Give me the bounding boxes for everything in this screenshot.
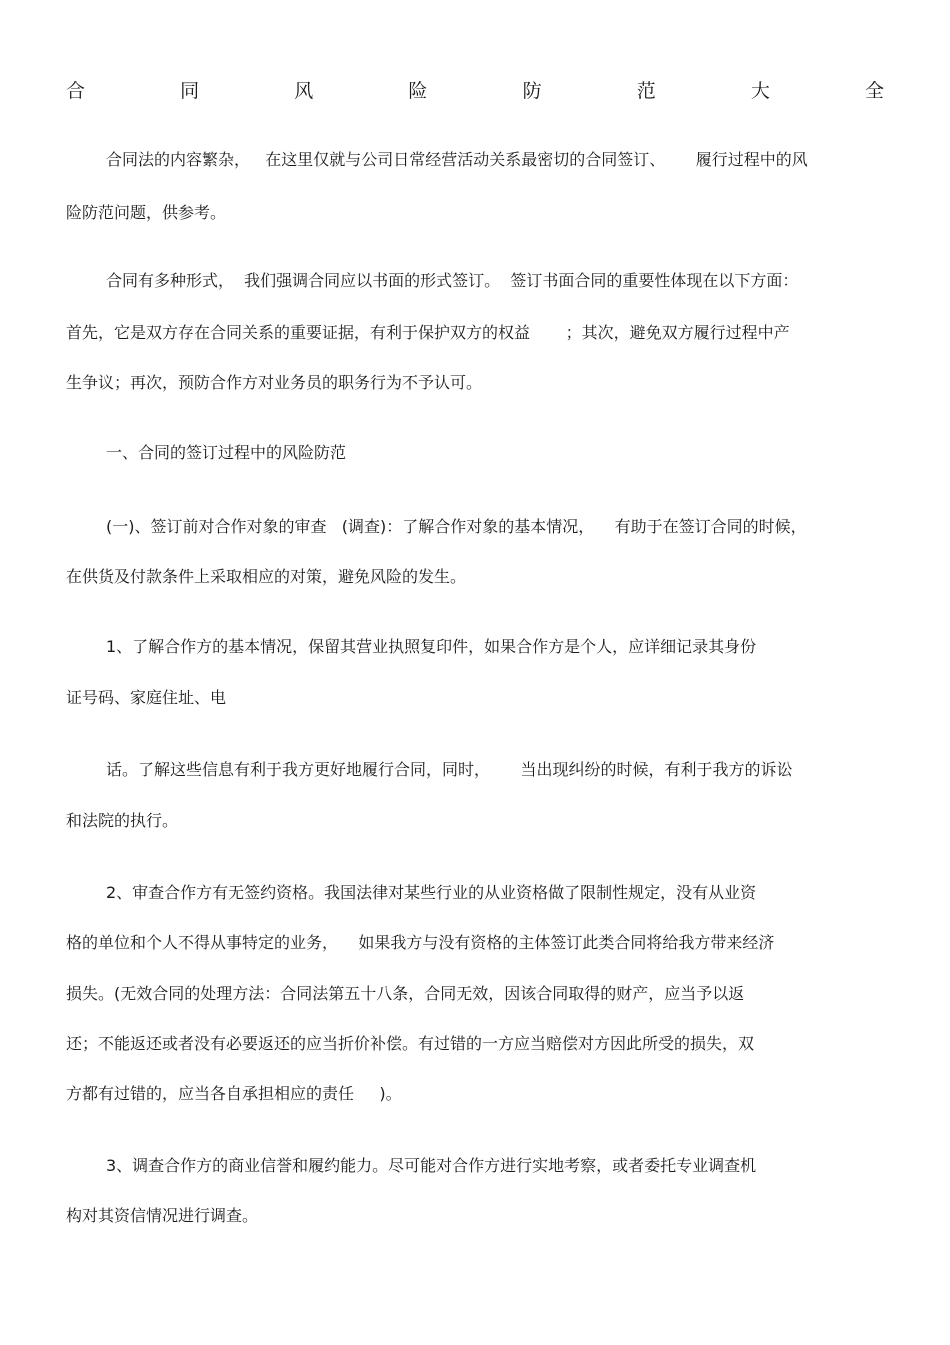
title-char: 风 (294, 80, 314, 102)
paragraph-intro-line-2: 险防范问题，供参考。 (66, 203, 227, 222)
item-1-line-4: 和法院的执行。 (66, 811, 179, 830)
item-1-line-2: 证号码、家庭住址、电 (66, 688, 227, 707)
item-2-line-4: 还；不能返还或者没有必要返还的应当折价补偿。有过错的一方应当赔偿对方因此所受的损失，双 (66, 1034, 755, 1053)
title-char: 同 (180, 80, 200, 102)
item-2-line-5: 方都有过错的，应当各自承担相应的责任 )。 (66, 1084, 402, 1103)
paragraph-forms-line-1: 合同有多种形式， 我们强调合同应以书面的形式签订。 签订书面合同的重要性体现在以下方面： (106, 271, 799, 290)
subsection-1-line-2: 在供货及付款条件上采取相应的对策，避免风险的发生。 (66, 567, 467, 586)
item-2-line-1: 2、审查合作方有无签约资格。我国法律对某些行业的从业资格做了限制性规定，没有从业资 (106, 883, 757, 902)
title-char: 大 (750, 80, 770, 102)
document-title (66, 78, 884, 104)
section-heading: 一、合同的签订过程中的风险防范 (106, 443, 347, 462)
item-3-line-2: 构对其资信情况进行调查。 (66, 1206, 259, 1225)
item-1-line-1: 1、了解合作方的基本情况，保留其营业执照复印件，如果合作方是个人，应详细记录其身份 (106, 637, 757, 656)
paragraph-forms-line-2: 首先，它是双方存在合同关系的重要证据，有利于保护双方的权益 ；其次，避免双方履行过程中产 (66, 323, 790, 342)
item-2-line-2: 格的单位和个人不得从事特定的业务， 如果我方与没有资格的主体签订此类合同将给我方带来经济 (66, 933, 775, 952)
subsection-1-line-1: (一)、签订前对合作对象的审查 (调查)：了解合作对象的基本情况， 有助于在签订合同的时候， (106, 517, 807, 536)
paragraph-forms-line-3: 生争议；再次，预防合作方对业务员的职务行为不予认可。 (66, 373, 483, 392)
item-3-line-1: 3、调查合作方的商业信誉和履约能力。尽可能对合作方进行实地考察，或者委托专业调查机 (106, 1156, 757, 1175)
title-char: 合 (66, 80, 86, 102)
paragraph-intro-line-1: 合同法的内容繁杂， 在这里仅就与公司日常经营活动关系最密切的合同签订、 履行过程中的风 (106, 150, 808, 169)
item-2-line-3: 损失。(无效合同的处理方法：合同法第五十八条，合同无效，因该合同取得的财产，应当予以返 (66, 984, 745, 1003)
title-char: 防 (522, 80, 542, 102)
title-char: 范 (636, 80, 656, 102)
title-char: 险 (408, 80, 428, 102)
title-char: 全 (864, 80, 884, 102)
item-1-line-3: 话。了解这些信息有利于我方更好地履行合同，同时， 当出现纠纷的时候，有利于我方的诉讼 (106, 760, 793, 779)
